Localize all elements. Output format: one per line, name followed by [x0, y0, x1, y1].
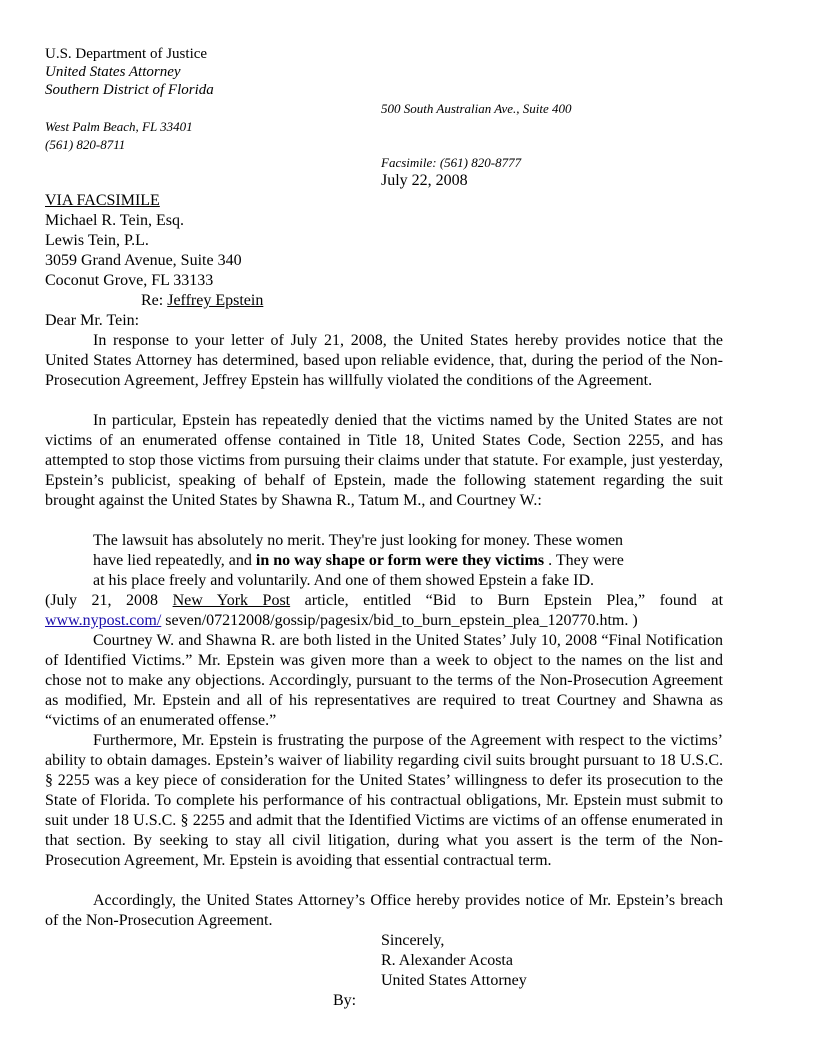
citation-article: article, entitled “Bid to Burn Epstein Plea,” found at — [290, 592, 724, 609]
paragraph-frustrating-purpose: Furthermore, Mr. Epstein is frustrating the purpose of the Agreement with respect to the victims’ ability to obtain damages. Epstein’s waiver of liability regarding civil suits brought pursuant to 18 U.S.C. § 2255 was a key piece of consideration for the United States’ willingness to defer its prosecution to the State of Florida. To complete his performance of his contractual obligations, Mr. Epstein must submit to suit under 18 U.S.C. § 2255 and admit that the Identified Victims are victims of an offense enumerated in that section. By seeking to stay all civil litigation, during what you assert is the term of the Non-Prosecution Agreement, Mr. Epstein is avoiding that essential contractual term. — [45, 732, 723, 869]
signature-by-label: By: — [333, 992, 357, 1009]
re-line — [141, 291, 263, 311]
nypost-link[interactable]: www.nypost.com/ — [45, 612, 162, 629]
citation-newspaper: New York Post — [172, 592, 291, 609]
paragraph-identified-victims: Courtney W. and Shawna R. are both listed in the United States’ July 10, 2008 “Final Notification of Identified Victims.” Mr. Epstein was given more than a week to object to the names on the list and chose not to make any objections. Accordingly, pursuant to the terms of the Non-Prosecution Agreement as modified, Mr. Epstein and all of his representatives are required to treat Courtney and Shawna as “victims of an enumerated offense.” — [45, 632, 723, 729]
recipient-name: Michael R. Tein, Esq. — [45, 212, 185, 229]
quote-line-1: The lawsuit has absolutely no merit. They're just looking for money. These women — [93, 532, 624, 549]
district-name: Southern District of Florida — [45, 82, 214, 98]
paragraph-notice: In response to your letter of July 21, 2008, the United States hereby provides notice that the United States Attorney has determined, based upon reliable evidence, that, during the period of the Non-Prosecution Agreement, Jeffrey Epstein has willfully violated the conditions of the Agreement. — [45, 332, 723, 389]
quote-emphasis: in no way shape or form were they victims — [255, 552, 545, 569]
phone-number: (561) 820-8711 — [45, 137, 126, 152]
re-subject: Jeffrey Epstein — [167, 292, 264, 309]
signer-name: R. Alexander Acosta — [381, 952, 513, 969]
recipient-firm: Lewis Tein, P.L. — [45, 232, 149, 249]
closing-sincerely: Sincerely, — [381, 932, 445, 949]
quote-line-2-start: have lied repeatedly, and — [93, 552, 256, 569]
paragraph-particulars: In particular, Epstein has repeatedly denied that the victims named by the United States are not victims of an enumerated offense contained in Title 18, United States Code, Section 2255, and has attempted to stop those victims from pursuing their claims under that statute. For example, just yesterday, Epstein’s publicist, speaking of behalf of Epstein, made the following statement regarding the suit brought against the United States by Shawna R., Tatum M., and Courtney W.: — [45, 412, 723, 509]
signer-title: United States Attorney — [381, 972, 527, 989]
salutation: Dear Mr. Tein: — [45, 312, 140, 329]
citation-line-2 — [45, 611, 638, 631]
city-address: West Palm Beach, FL 33401 — [45, 119, 193, 134]
quote-line-2 — [93, 551, 624, 571]
citation-path: seven/07212008/gossip/pagesix/bid_to_burn_epstein_plea_120770.htm. ) — [161, 612, 638, 629]
letter-date: July 22, 2008 — [381, 172, 468, 189]
street-address: 500 South Australian Ave., Suite 400 — [381, 101, 572, 116]
citation-date: (July 21, 2008 — [45, 592, 173, 609]
delivery-method: VIA FACSIMILE — [45, 192, 160, 209]
re-label: Re: — [141, 292, 168, 309]
quote-line-3: at his place freely and voluntarily. And one of them showed Epstein a fake ID. — [93, 572, 595, 589]
office-name: United States Attorney — [45, 64, 181, 80]
citation-line-1 — [45, 591, 723, 611]
recipient-address-line2: Coconut Grove, FL 33133 — [45, 272, 214, 289]
department-name: U.S. Department of Justice — [45, 46, 208, 62]
quote-line-2-end: . They were — [544, 552, 624, 569]
paragraph-breach-notice: Accordingly, the United States Attorney’s Office hereby provides notice of Mr. Epstein’s breach of the Non-Prosecution Agreement. — [45, 892, 723, 929]
recipient-address-line1: 3059 Grand Avenue, Suite 340 — [45, 252, 242, 269]
fax-number: Facsimile: (561) 820-8777 — [381, 155, 522, 170]
